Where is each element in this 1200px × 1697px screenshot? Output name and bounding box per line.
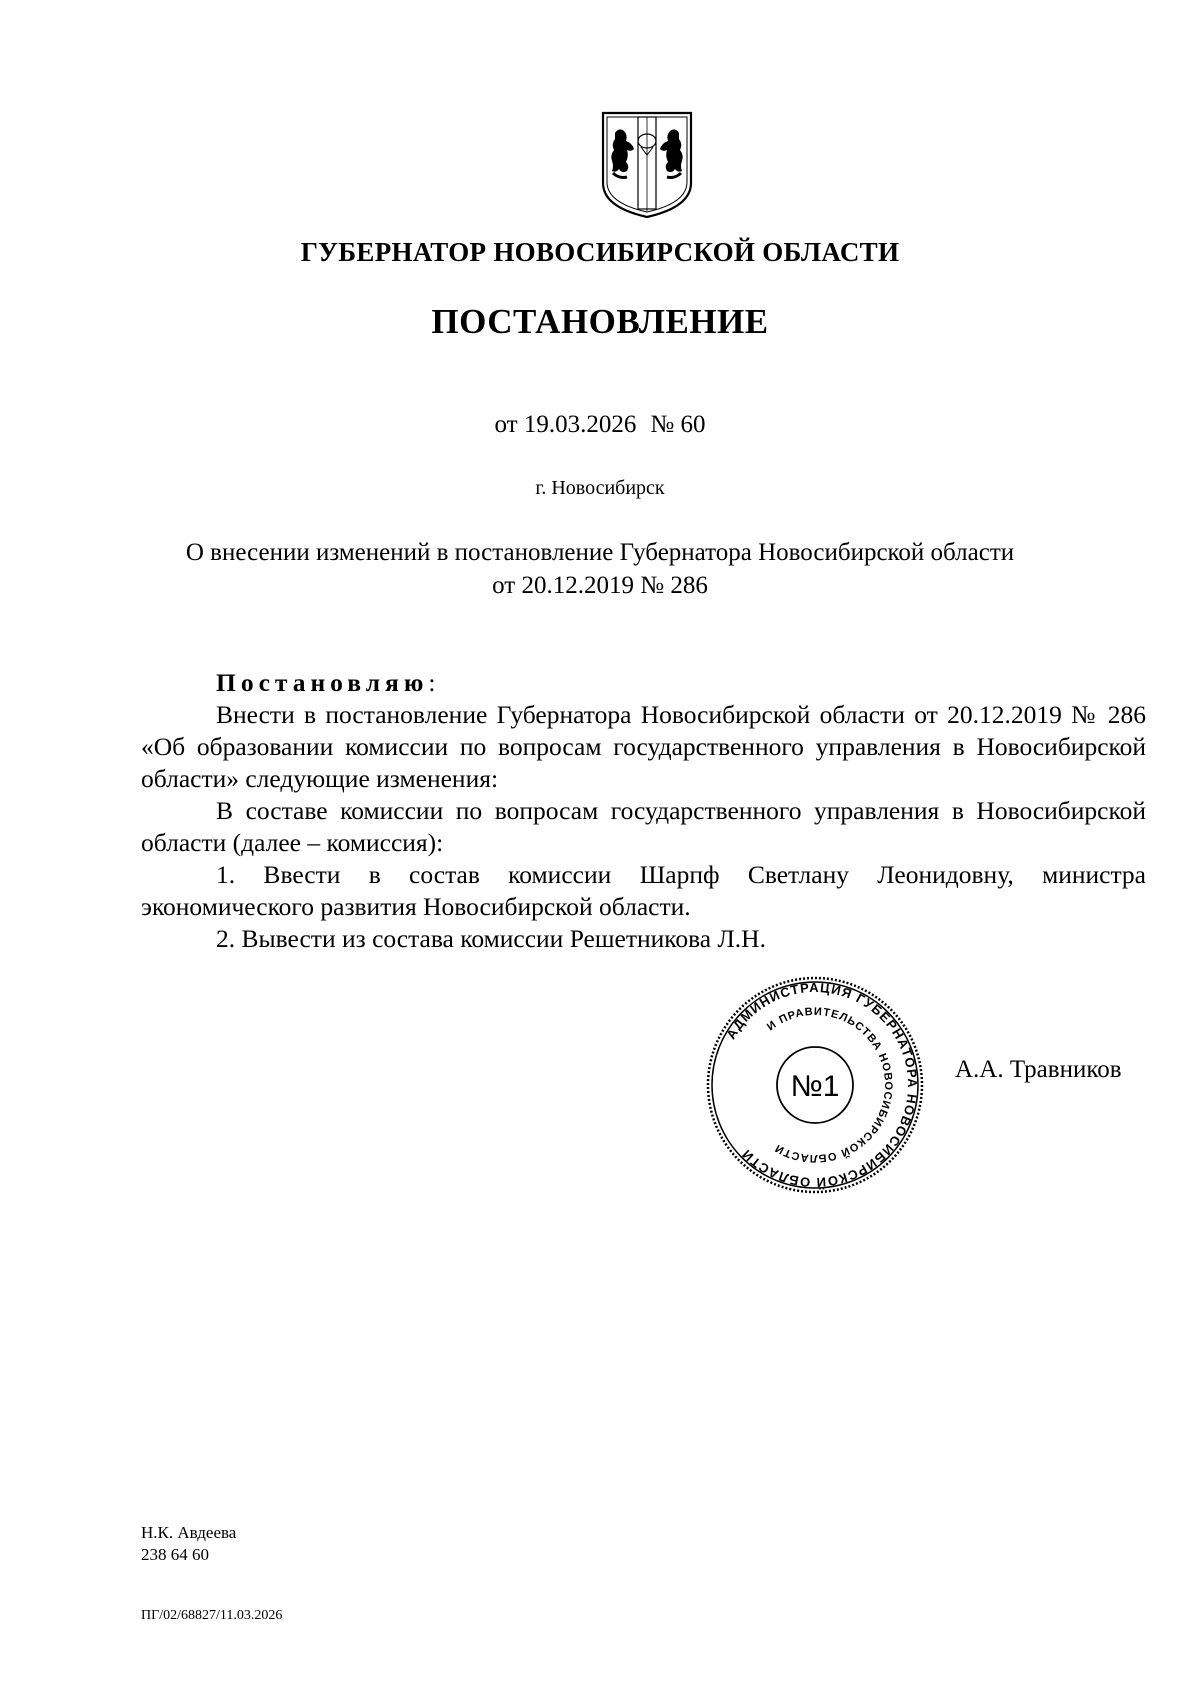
city-line: г. Новосибирск — [535, 477, 665, 499]
official-seal-stamp — [705, 975, 925, 1195]
document-subject — [0, 536, 1200, 602]
decree-word: Постановляю — [216, 668, 429, 697]
document-reference-code: ПГ/02/68827/11.03.2026 — [141, 1608, 283, 1623]
document-body — [141, 667, 1146, 955]
body-paragraph: В составе комиссии по вопросам государственного управления в Новосибирской области (далее – комиссия): — [141, 796, 1146, 857]
document-date: от 19.03.2026 — [494, 411, 637, 438]
subject-line: от 20.12.2019 № 286 — [492, 572, 708, 599]
document-number: № 60 — [650, 411, 706, 438]
seal-outer-text: АДМИНИСТРАЦИЯ ГУБЕРНАТОРА НОВОСИБИРСКОЙ ОБЛАСТИ — [723, 979, 921, 1191]
date-number-line — [0, 411, 1200, 439]
decree-colon: : — [428, 668, 436, 697]
signatory-name: А.А. Травников — [955, 1056, 1122, 1083]
executor-name: Н.К. Авдеева — [141, 1523, 237, 1542]
seal-center-number: №1 — [790, 1070, 840, 1103]
subject-line: О внесении изменений в постановление Губернатора Новосибирской области — [185, 539, 1015, 566]
coat-of-arms-emblem — [601, 111, 693, 219]
document-type-title: ПОСТАНОВЛЕНИЕ — [431, 302, 769, 341]
executor-contact — [141, 1522, 236, 1566]
body-paragraph: 2. Вывести из состава комиссии Решетникова Л.Н. — [216, 924, 766, 953]
issuing-authority: ГУБЕРНАТОР НОВОСИБИРСКОЙ ОБЛАСТИ — [300, 237, 900, 267]
body-paragraph: Внести в постановление Губернатора Новосибирской области от 20.12.2019 № 286 «Об образовании комиссии по вопросам государственного управления в Новосибирской области» следующие изменения: — [141, 700, 1146, 793]
body-paragraph: 1. Ввести в состав комиссии Шарпф Светлану Леонидовну, министра экономического развития Новосибирской области. — [141, 860, 1146, 921]
seal-inner-text: И ПРАВИТЕЛЬСТВА НОВОСИБИРСКОЙ ОБЛАСТИ — [765, 1005, 895, 1165]
executor-phone: 238 64 60 — [141, 1545, 209, 1564]
decree-heading — [141, 667, 1146, 699]
